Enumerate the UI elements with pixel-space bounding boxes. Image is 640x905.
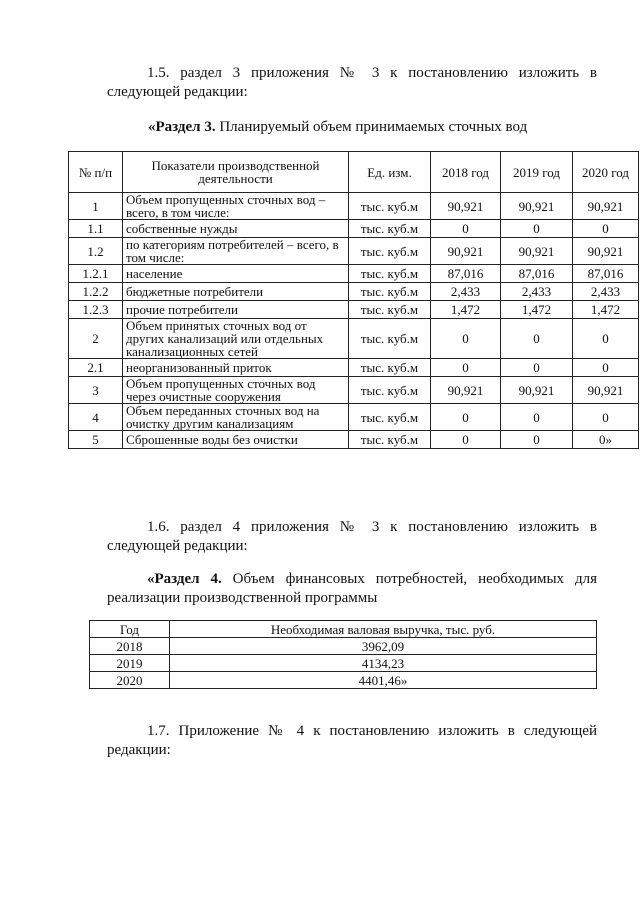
cell-indicator: Объем принятых сточных вод от других канализаций или отдельных канализационных сетей	[123, 319, 349, 359]
cell-number: 1	[69, 193, 123, 220]
cell-2020: 0»	[573, 431, 639, 449]
table-row	[69, 359, 639, 377]
table-row	[69, 265, 639, 283]
cell-number: 2.1	[69, 359, 123, 377]
cell-year: 2019	[90, 655, 170, 672]
table-row	[90, 638, 597, 655]
cell-indicator: прочие потребители	[123, 301, 349, 319]
cell-2018: 87,016	[431, 265, 501, 283]
cell-unit: тыс. куб.м	[349, 404, 431, 431]
cell-unit: тыс. куб.м	[349, 193, 431, 220]
cell-indicator: Объем пропущенных сточных вод через очистные сооружения	[123, 377, 349, 404]
section-3-label: «Раздел 3.	[148, 119, 216, 135]
cell-2019: 90,921	[501, 377, 573, 404]
cell-2019: 90,921	[501, 193, 573, 220]
cell-2019: 0	[501, 431, 573, 449]
section-4-title: Объем финансовых потребностей, необходимых для реализации производственной программы	[107, 571, 597, 606]
cell-2020: 0	[573, 319, 639, 359]
cell-indicator: бюджетные потребители	[123, 283, 349, 301]
cell-unit: тыс. куб.м	[349, 283, 431, 301]
cell-year: 2018	[90, 638, 170, 655]
cell-2018: 90,921	[431, 193, 501, 220]
cell-2020: 90,921	[573, 377, 639, 404]
cell-revenue: 3962,09	[170, 638, 597, 655]
cell-2019: 0	[501, 220, 573, 238]
paragraph-1-6: 1.6. раздел 4 приложения № 3 к постановлению изложить в следующей редакции:	[107, 519, 597, 554]
col-header-2018: 2018 год	[431, 152, 501, 193]
cell-number: 4	[69, 404, 123, 431]
cell-2020: 1,472	[573, 301, 639, 319]
table-row	[90, 672, 597, 689]
cell-revenue: 4401,46»	[170, 672, 597, 689]
cell-indicator: Сброшенные воды без очистки	[123, 431, 349, 449]
cell-2019: 90,921	[501, 238, 573, 265]
col-header-indicator: Показатели производственной деятельности	[123, 152, 349, 193]
table-row	[69, 283, 639, 301]
cell-indicator: Объем пропущенных сточных вод – всего, в том числе:	[123, 193, 349, 220]
cell-indicator: собственные нужды	[123, 220, 349, 238]
table-row	[69, 319, 639, 359]
cell-2020: 87,016	[573, 265, 639, 283]
paragraph-1-7: 1.7. Приложение № 4 к постановлению изложить в следующей редакции:	[107, 723, 597, 758]
cell-unit: тыс. куб.м	[349, 359, 431, 377]
cell-2020: 0	[573, 359, 639, 377]
table-row	[69, 301, 639, 319]
cell-year: 2020	[90, 672, 170, 689]
table-row	[69, 238, 639, 265]
cell-2020: 90,921	[573, 193, 639, 220]
table-header-row	[69, 152, 639, 193]
cell-2018: 2,433	[431, 283, 501, 301]
cell-number: 1.2.1	[69, 265, 123, 283]
cell-2018: 0	[431, 220, 501, 238]
cell-2018: 1,472	[431, 301, 501, 319]
col-header-2020: 2020 год	[573, 152, 639, 193]
cell-indicator: неорганизованный приток	[123, 359, 349, 377]
table-row	[69, 193, 639, 220]
paragraph-1-5: 1.5. раздел 3 приложения № 3 к постановлению изложить в следующей редакции:	[107, 65, 597, 100]
cell-unit: тыс. куб.м	[349, 238, 431, 265]
cell-2018: 0	[431, 319, 501, 359]
revenue-table	[89, 620, 597, 689]
cell-number: 1.2.3	[69, 301, 123, 319]
cell-indicator: население	[123, 265, 349, 283]
table-header-row	[90, 621, 597, 638]
cell-number: 1.2	[69, 238, 123, 265]
table-row	[69, 431, 639, 449]
cell-revenue: 4134,23	[170, 655, 597, 672]
cell-2018: 90,921	[431, 238, 501, 265]
section-4-heading	[107, 570, 597, 608]
table-row	[69, 220, 639, 238]
cell-2020: 0	[573, 404, 639, 431]
section-3-heading	[148, 118, 527, 137]
cell-unit: тыс. куб.м	[349, 431, 431, 449]
cell-2020: 90,921	[573, 238, 639, 265]
cell-2019: 2,433	[501, 283, 573, 301]
cell-2018: 0	[431, 359, 501, 377]
cell-2019: 0	[501, 359, 573, 377]
cell-2018: 0	[431, 404, 501, 431]
table-row	[90, 655, 597, 672]
table-row	[69, 377, 639, 404]
cell-2020: 0	[573, 220, 639, 238]
cell-unit: тыс. куб.м	[349, 319, 431, 359]
section-4-label: «Раздел 4.	[147, 571, 222, 587]
col-header-unit: Ед. изм.	[349, 152, 431, 193]
section-3-title: Планируемый объем принимаемых сточных вод	[215, 119, 528, 135]
cell-2019: 0	[501, 404, 573, 431]
col-header-revenue: Необходимая валовая выручка, тыс. руб.	[170, 621, 597, 638]
cell-indicator: по категориям потребителей – всего, в том числе:	[123, 238, 349, 265]
wastewater-volume-table	[68, 151, 639, 449]
cell-2019: 87,016	[501, 265, 573, 283]
col-header-number: № п/п	[69, 152, 123, 193]
cell-number: 1.1	[69, 220, 123, 238]
cell-number: 1.2.2	[69, 283, 123, 301]
col-header-2019: 2019 год	[501, 152, 573, 193]
cell-number: 3	[69, 377, 123, 404]
cell-number: 2	[69, 319, 123, 359]
cell-number: 5	[69, 431, 123, 449]
cell-unit: тыс. куб.м	[349, 265, 431, 283]
table-row	[69, 404, 639, 431]
cell-unit: тыс. куб.м	[349, 220, 431, 238]
cell-indicator: Объем переданных сточных вод на очистку другим канализациям	[123, 404, 349, 431]
cell-2018: 0	[431, 431, 501, 449]
cell-unit: тыс. куб.м	[349, 377, 431, 404]
cell-2020: 2,433	[573, 283, 639, 301]
col-header-year: Год	[90, 621, 170, 638]
cell-2019: 0	[501, 319, 573, 359]
cell-2018: 90,921	[431, 377, 501, 404]
cell-unit: тыс. куб.м	[349, 301, 431, 319]
cell-2019: 1,472	[501, 301, 573, 319]
